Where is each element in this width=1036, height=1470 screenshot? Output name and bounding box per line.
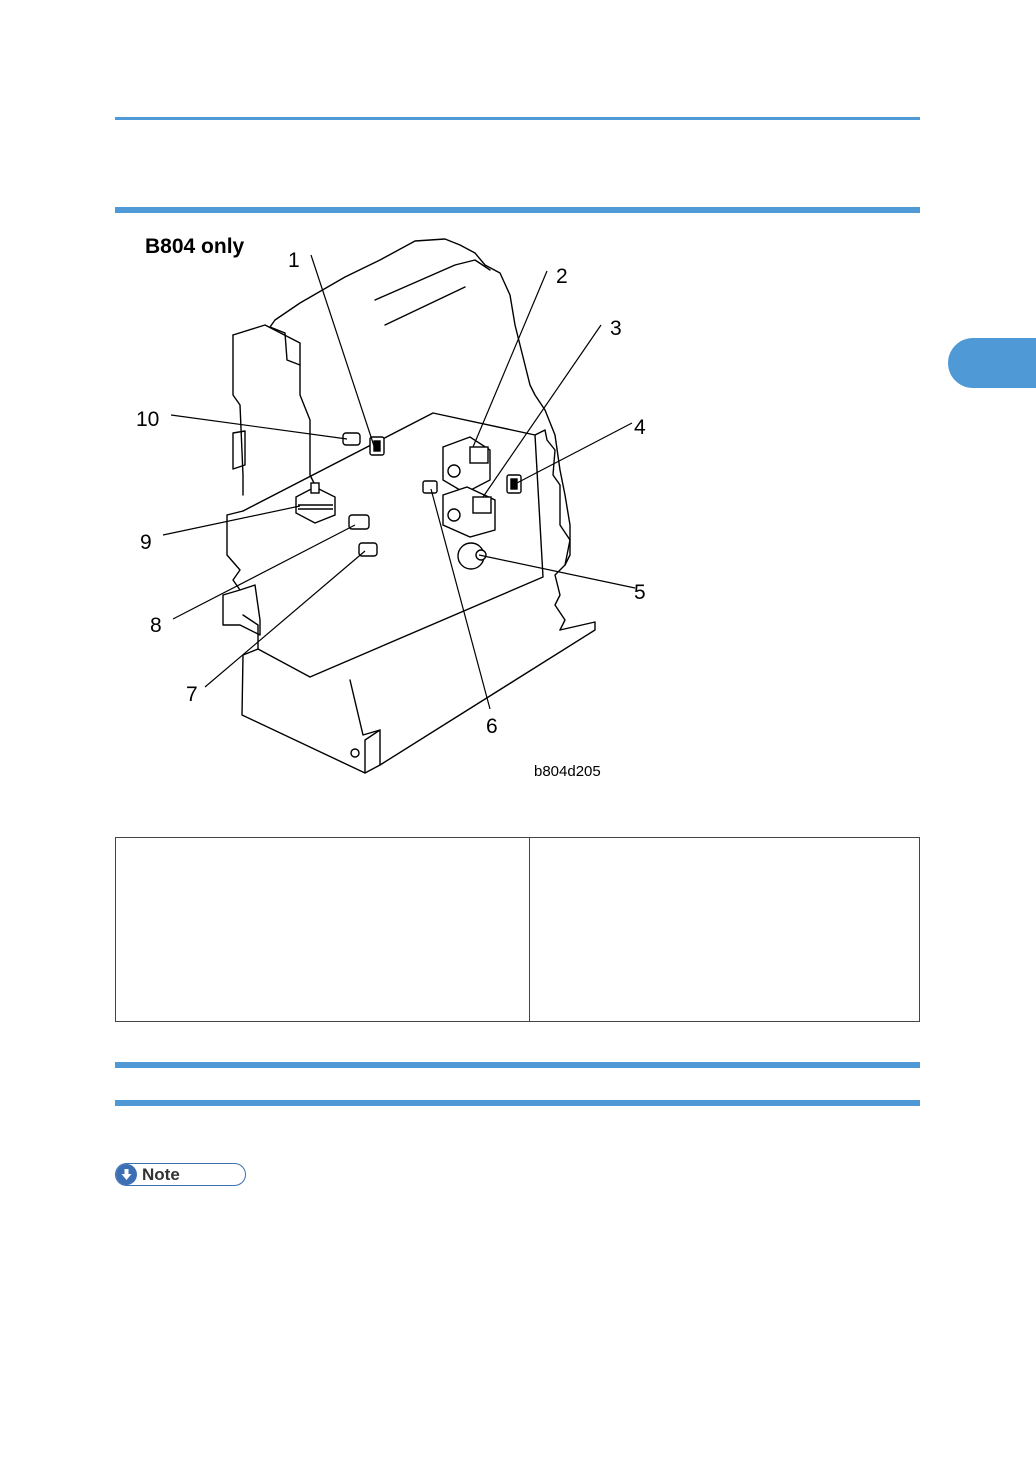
leader-1 <box>311 255 375 449</box>
callout-1: 1 <box>288 249 300 272</box>
callout-10: 10 <box>136 408 160 431</box>
part-2-clutch <box>443 437 490 493</box>
frame-left-slot <box>233 431 245 469</box>
header-rule <box>115 117 920 120</box>
part-6-switch <box>423 481 437 493</box>
figure-caption: B804 only <box>145 235 245 258</box>
note-badge <box>115 1163 246 1186</box>
leader-8 <box>173 525 355 619</box>
frame-top-rail <box>375 260 490 300</box>
leader-10 <box>171 415 347 439</box>
figure-id-label: b804d205 <box>534 763 601 780</box>
leader-3 <box>483 325 601 497</box>
subsection-rule <box>115 1100 920 1106</box>
callout-2: 2 <box>556 265 568 288</box>
frame-hole <box>351 749 359 757</box>
callout-5: 5 <box>634 581 646 604</box>
parts-layout-figure <box>115 225 715 795</box>
callout-8: 8 <box>150 614 162 637</box>
main-board <box>243 413 543 677</box>
callout-6: 6 <box>486 715 498 738</box>
chapter-tab <box>948 338 1036 388</box>
callout-3: 3 <box>610 317 622 340</box>
callout-7: 7 <box>186 683 198 706</box>
machine-drawing <box>115 225 715 795</box>
leader-7 <box>205 551 365 687</box>
frame-rail-2 <box>385 287 465 325</box>
parts-table <box>115 837 920 1022</box>
down-arrow-circle-icon <box>116 1164 137 1185</box>
section-heading-rule <box>115 207 920 213</box>
callout-9: 9 <box>140 531 152 554</box>
frame-left-lower <box>223 511 260 635</box>
frame-side <box>270 327 300 365</box>
callout-4: 4 <box>634 416 646 439</box>
leader-4 <box>515 423 632 484</box>
parts-table-left-column <box>116 838 530 1021</box>
leader-9 <box>163 506 300 535</box>
frame-base-flap <box>350 680 380 735</box>
frame-base <box>242 622 595 773</box>
note-label: Note <box>142 1164 180 1184</box>
section-rule <box>115 1062 920 1068</box>
frame-left-face <box>233 335 243 495</box>
